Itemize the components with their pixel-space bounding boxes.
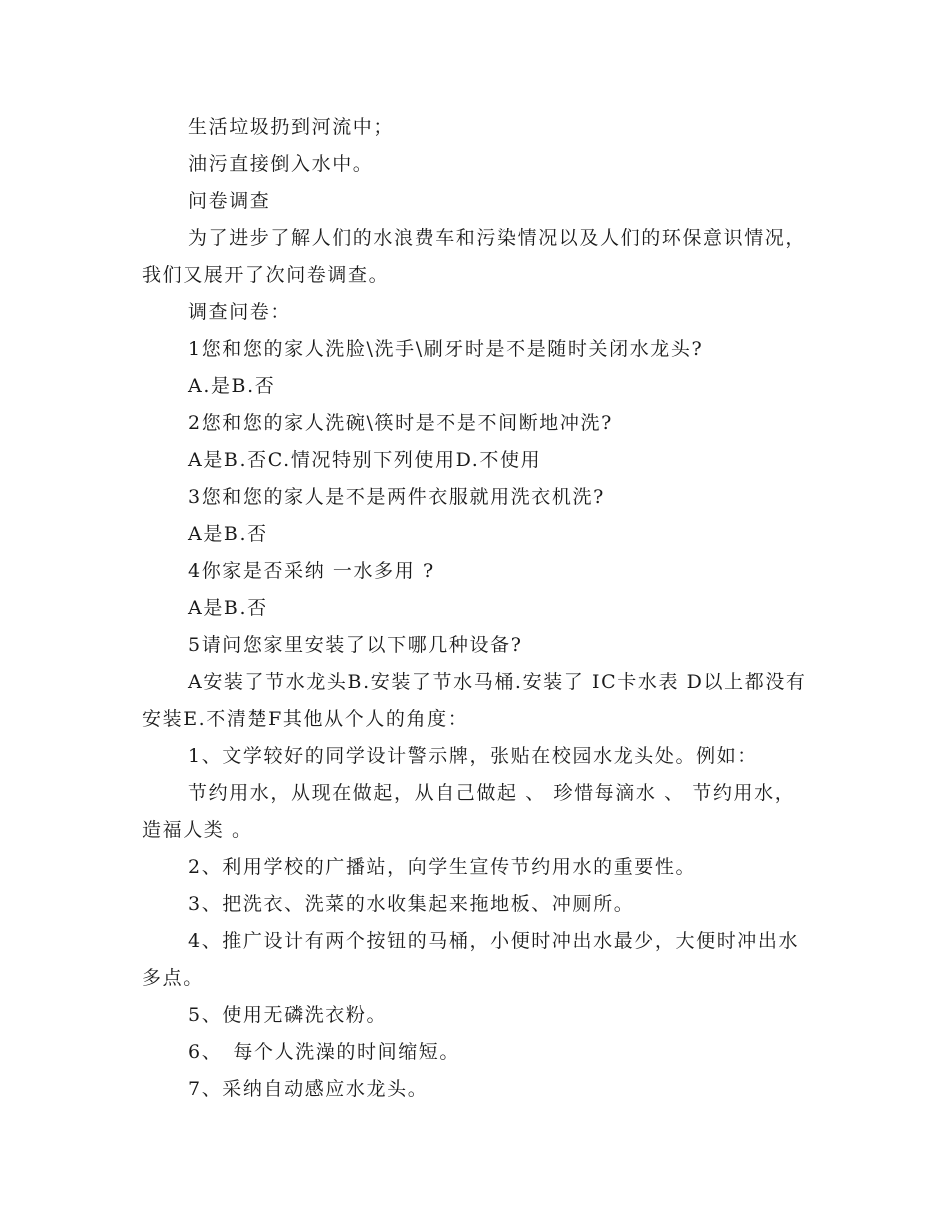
- suggestion-1: 1、文学较好的同学设计警示牌，张贴在校园水龙头处。例如：: [188, 745, 758, 767]
- answer-options-2: A是B.否C.情况特别下列使用D.不使用: [188, 449, 542, 471]
- question-1: 1您和您的家人洗脸\洗手\刷牙时是不是随时关闭水龙头?: [188, 338, 704, 360]
- suggestion-4: 4、推广设计有两个按钮的马桶，小便时冲出水最少，大便时冲出水多点。: [142, 930, 800, 989]
- survey-title: 调查问卷：: [188, 301, 292, 323]
- question-4: 4你家是否采纳 一水多用 ?: [188, 560, 435, 582]
- section-heading-survey: 问卷调查: [188, 190, 271, 212]
- question-2: 2您和您的家人洗碗\筷时是不是不间断地冲洗?: [188, 412, 613, 434]
- paragraph-2: 油污直接倒入水中。: [188, 153, 374, 175]
- answer-options-3: A是B.否: [188, 523, 268, 545]
- question-5: 5请问您家里安装了以下哪几种设备?: [188, 634, 523, 656]
- answer-options-5: A安装了节水龙头B.安装了节水马桶.安装了 IC卡水表 D以上都没有安装E.不清楚F其他从个人的角度：: [142, 671, 807, 730]
- suggestion-2: 2、利用学校的广播站，向学生宣传节约用水的重要性。: [188, 856, 697, 878]
- suggestion-7: 7、采纳自动感应水龙头。: [188, 1078, 429, 1100]
- paragraph-survey-intro: 为了进步了解人们的水浪费车和污染情况以及人们的环保意识情况，我们又展开了次问卷调查。: [142, 227, 807, 286]
- suggestion-6: 6、 每个人洗澡的时间缩短。: [188, 1041, 460, 1063]
- suggestion-1-example: 节约用水，从现在做起，从自己做起 、 珍惜每滴水 、 节约用水，造福人类 。: [142, 782, 796, 841]
- suggestion-5: 5、使用无磷洗衣粉。: [188, 1004, 388, 1026]
- paragraph-1: 生活垃圾扔到河流中；: [188, 116, 395, 138]
- document-body: [142, 109, 810, 1108]
- question-3: 3您和您的家人是不是两件衣服就用洗衣机洗?: [188, 486, 605, 508]
- answer-options-4: A是B.否: [188, 597, 268, 619]
- answer-options-1: A.是B.否: [188, 375, 276, 397]
- suggestion-3: 3、把洗衣、洗菜的水收集起来拖地板、冲厕所。: [188, 893, 635, 915]
